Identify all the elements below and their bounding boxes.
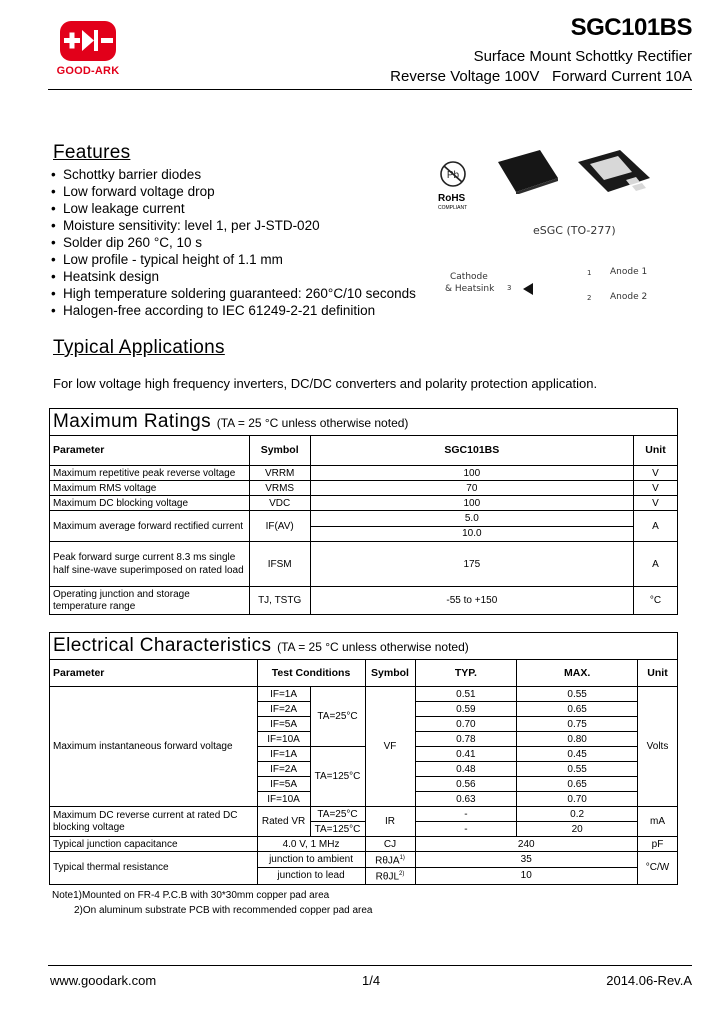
- cell-symbol: RθJL$^{2)}$: [365, 868, 415, 884]
- rohs-label: RoHS: [438, 193, 466, 204]
- feature-item: • Heatsink design: [48, 268, 416, 285]
- cell-temp: TA=25°C: [310, 687, 365, 747]
- cell-unit: A: [634, 511, 678, 542]
- cell-cond: IF=10A: [257, 792, 310, 807]
- cell-typ: 0.59: [415, 702, 517, 717]
- features-title: Features: [53, 142, 131, 163]
- pb-free-icon: [433, 158, 473, 190]
- cell-unit: °C/W: [637, 852, 677, 885]
- features-list: [48, 166, 416, 319]
- pin-number-2: 2: [587, 294, 592, 302]
- pb-text: Pb: [446, 170, 460, 181]
- cell-symbol: IF(AV): [249, 511, 310, 542]
- cell-cond: IF=10A: [257, 732, 310, 747]
- table-row: [50, 542, 678, 587]
- feature-item: • Moisture sensitivity: level 1, per J-STD-020: [48, 217, 416, 234]
- cell-cond: IF=2A: [257, 762, 310, 777]
- cell-typ: 0.41: [415, 747, 517, 762]
- cell-value: 240: [415, 837, 637, 852]
- cell-typ: -: [415, 807, 517, 822]
- cell-typ: 0.48: [415, 762, 517, 777]
- brand-name: GOOD-ARK: [56, 65, 120, 77]
- cell-symbol: VRRM: [249, 466, 310, 481]
- cell-cond: IF=1A: [257, 687, 310, 702]
- cell-temp: TA=125°C: [310, 747, 365, 807]
- cell-value: -55 to +150: [310, 587, 633, 615]
- footer-revision: 2014.06-Rev.A: [606, 973, 692, 988]
- cell-max: 0.55: [517, 762, 638, 777]
- package-name: eSGC (TO-277): [533, 224, 616, 237]
- pin-number-1: 1: [587, 269, 592, 277]
- note-2: 2)On aluminum substrate PCB with recommended copper pad area: [74, 905, 373, 916]
- cell-max: 0.70: [517, 792, 638, 807]
- col-symbol: Symbol: [365, 660, 415, 687]
- feature-item: • Schottky barrier diodes: [48, 166, 416, 183]
- electrical-titlebar: [50, 633, 678, 660]
- cell-param: Maximum instantaneous forward voltage: [50, 687, 258, 807]
- col-sgc101bs: SGC101BS: [310, 436, 633, 466]
- table-row: [50, 587, 678, 615]
- cell-value: 10: [415, 868, 637, 884]
- cell-symbol: RθJA$^{1)}$: [365, 852, 415, 868]
- cell-value: 5.0: [310, 511, 633, 527]
- cell-typ: 0.51: [415, 687, 517, 702]
- diode-symbol-icon: [522, 282, 534, 296]
- col-test-conditions: Test Conditions: [257, 660, 365, 687]
- pin-cathode-label: Cathode: [450, 272, 488, 282]
- cell-max: 0.45: [517, 747, 638, 762]
- cell-unit: V: [634, 466, 678, 481]
- cell-max: 0.75: [517, 717, 638, 732]
- cell-unit: pF: [637, 837, 677, 852]
- max-ratings-title: Maximum Ratings: [53, 410, 212, 432]
- col-parameter: Parameter: [50, 660, 258, 687]
- electrical-note: (TA = 25 °C unless otherwise noted): [277, 639, 469, 654]
- pin-number-3: 3: [507, 284, 512, 292]
- cell-symbol: IFSM: [249, 542, 310, 587]
- cell-typ: 0.56: [415, 777, 517, 792]
- col-symbol: Symbol: [249, 436, 310, 466]
- electrical-title: Electrical Characteristics: [53, 634, 272, 656]
- cell-max: 0.55: [517, 687, 638, 702]
- cell-unit: V: [634, 481, 678, 496]
- footer-page: 1/4: [362, 973, 381, 988]
- cell-typ: -: [415, 822, 517, 837]
- col-max: MAX.: [517, 660, 638, 687]
- part-number: SGC101BS: [570, 14, 692, 41]
- applications-text: For low voltage high frequency inverters, DC/DC converters and polarity protection application.: [53, 376, 598, 391]
- pin-anode1-label: Anode 1: [610, 267, 648, 277]
- note-1: Note1)Mounted on FR-4 P.C.B with 30*30mm copper pad area: [52, 890, 330, 901]
- col-unit: Unit: [634, 436, 678, 466]
- cell-typ: 0.78: [415, 732, 517, 747]
- feature-item: • Solder dip 260 °C, 10 s: [48, 234, 416, 251]
- cell-cond: IF=5A: [257, 777, 310, 792]
- max-ratings-titlebar: [50, 409, 678, 436]
- cell-value: 175: [310, 542, 633, 587]
- spec-line: Reverse Voltage 100V Forward Current 10A: [390, 68, 692, 85]
- max-ratings-note: (TA = 25 °C unless otherwise noted): [216, 415, 409, 430]
- cell-cond: IF=1A: [257, 747, 310, 762]
- cell-max: 0.2: [517, 807, 638, 822]
- cell-cond: Rated VR: [257, 807, 310, 837]
- feature-item: • Low forward voltage drop: [48, 183, 416, 200]
- cell-cond: junction to ambient: [257, 852, 365, 868]
- cell-temp: TA=25°C: [310, 807, 365, 822]
- cell-symbol: VDC: [249, 496, 310, 511]
- header-divider: [48, 89, 692, 90]
- table-row: [50, 687, 678, 702]
- cell-max: 0.80: [517, 732, 638, 747]
- max-ratings-table: [49, 408, 678, 615]
- cell-symbol: VF: [365, 687, 415, 807]
- cell-max: 20: [517, 822, 638, 837]
- cell-max: 0.65: [517, 777, 638, 792]
- cell-max: 0.65: [517, 702, 638, 717]
- feature-item: • Low leakage current: [48, 200, 416, 217]
- cell-symbol: VRMS: [249, 481, 310, 496]
- footer-website[interactable]: www.goodark.com: [50, 973, 157, 988]
- cell-cond: IF=2A: [257, 702, 310, 717]
- cell-value: 10.0: [310, 526, 633, 542]
- cell-symbol: CJ: [365, 837, 415, 852]
- table-row: [50, 511, 678, 527]
- cell-cond: 4.0 V, 1 MHz: [257, 837, 365, 852]
- col-parameter: Parameter: [50, 436, 250, 466]
- cell-param: Maximum DC blocking voltage: [50, 496, 250, 511]
- rohs-compliant: COMPLIANT: [438, 205, 468, 211]
- cell-unit: mA: [637, 807, 677, 837]
- cell-value: 70: [310, 481, 633, 496]
- feature-item: • High temperature soldering guaranteed: 260°C/10 seconds: [48, 285, 416, 302]
- cell-unit: A: [634, 542, 678, 587]
- product-subtitle: Surface Mount Schottky Rectifier: [473, 48, 692, 65]
- cell-param: Maximum DC reverse current at rated DC blocking voltage: [50, 807, 258, 837]
- footer-divider: [48, 965, 692, 966]
- feature-item: • Halogen-free according to IEC 61249-2-21 definition: [48, 302, 416, 319]
- cell-param: Operating junction and storage temperature range: [50, 587, 250, 615]
- table-row: [50, 496, 678, 511]
- cell-param: Typical junction capacitance: [50, 837, 258, 852]
- package-image-top: [490, 148, 562, 194]
- cell-cond: IF=5A: [257, 717, 310, 732]
- cell-typ: 0.63: [415, 792, 517, 807]
- cell-symbol: IR: [365, 807, 415, 837]
- table-row: [50, 481, 678, 496]
- package-image-bottom: [574, 148, 654, 198]
- table-row: [50, 837, 678, 852]
- col-typ: TYP.: [415, 660, 517, 687]
- cell-symbol: TJ, TSTG: [249, 587, 310, 615]
- pin-anode2-label: Anode 2: [610, 292, 648, 302]
- pin-heatsink-label: & Heatsink: [445, 284, 495, 294]
- cell-temp: TA=125°C: [310, 822, 365, 837]
- electrical-table: [49, 632, 678, 885]
- applications-title: Typical Applications: [53, 337, 225, 358]
- cell-unit: Volts: [637, 687, 677, 807]
- cell-unit: V: [634, 496, 678, 511]
- col-unit: Unit: [637, 660, 677, 687]
- cell-value: 100: [310, 466, 633, 481]
- cell-value: 35: [415, 852, 637, 868]
- feature-item: • Low profile - typical height of 1.1 mm: [48, 251, 416, 268]
- cell-param: Maximum repetitive peak reverse voltage: [50, 466, 250, 481]
- cell-param: Maximum average forward rectified current: [50, 511, 250, 542]
- cell-value: 100: [310, 496, 633, 511]
- cell-typ: 0.70: [415, 717, 517, 732]
- cell-cond: junction to lead: [257, 868, 365, 884]
- cell-unit: °C: [634, 587, 678, 615]
- table-row: [50, 807, 678, 822]
- table-row: [50, 852, 678, 868]
- cell-param: Peak forward surge current 8.3 ms single half sine-wave superimposed on rated load: [50, 542, 250, 587]
- cell-param: Maximum RMS voltage: [50, 481, 250, 496]
- cell-param: Typical thermal resistance: [50, 852, 258, 885]
- table-row: [50, 466, 678, 481]
